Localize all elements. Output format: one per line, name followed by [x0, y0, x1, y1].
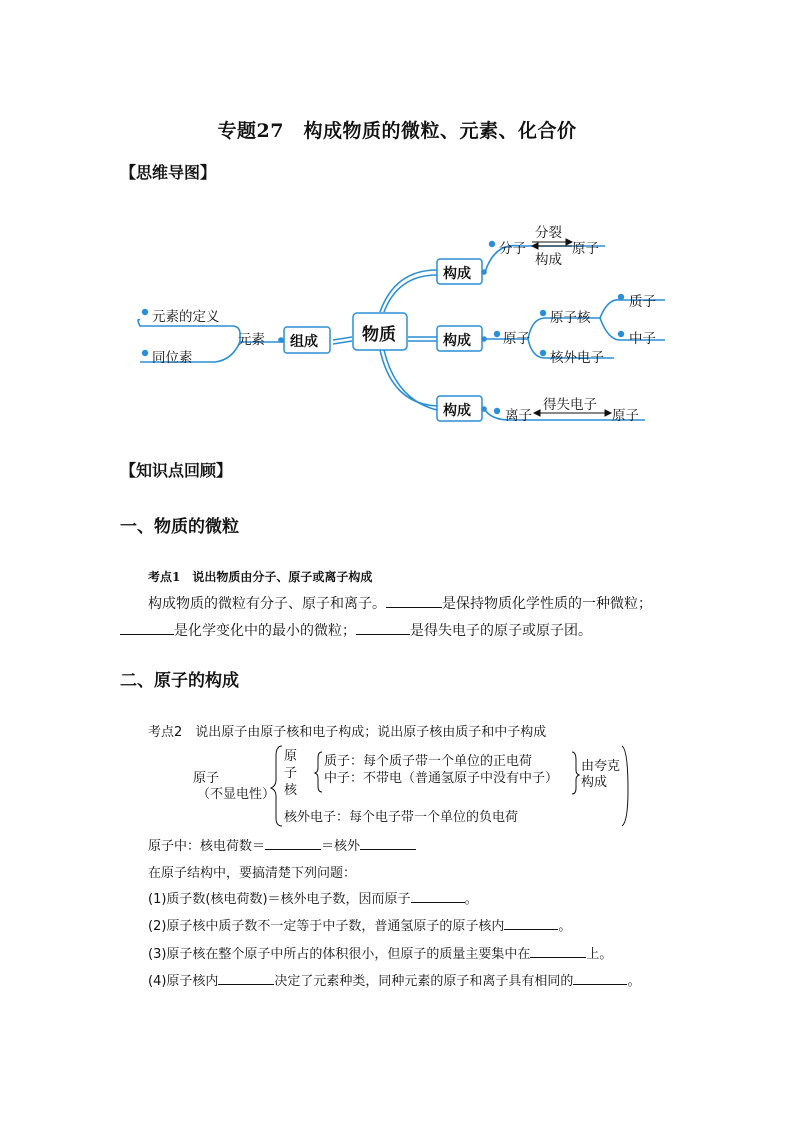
q3-line: [148, 943, 612, 962]
s1-line2-a: 是化学变化中的最小的微粒；: [174, 623, 356, 639]
electron-line: 核外电子：每个电子带一个单位的负电荷: [284, 810, 519, 825]
intro-line: 在原子结构中，要搞清楚下列问题：: [148, 866, 357, 881]
blank-q4-2[interactable]: [573, 970, 627, 985]
nucleus-char-2: 子: [284, 766, 298, 781]
section1-heading: 一、物质的微粒: [120, 517, 239, 537]
blank-dianzishu[interactable]: [360, 835, 416, 850]
blank-q1[interactable]: [411, 888, 465, 903]
mm-yuanzi-mid: 原子: [503, 331, 530, 347]
kp2-label: 考点2 说出原子由原子核和电子构成；说出原子核由质子和中子构成: [148, 725, 547, 740]
q1-line: [148, 888, 478, 907]
brace-quark: [572, 752, 579, 794]
mm-box-goucheng-1-label: 构成: [443, 266, 471, 282]
atom-label: 原子: [193, 771, 220, 786]
s1-line1-b: 是保持物质化学性质的一种微粒；: [442, 596, 652, 612]
q4-a: (4)原子核内: [148, 974, 219, 989]
mm-box-goucheng-2-label: 构成: [443, 333, 471, 349]
q2-line: [148, 915, 571, 934]
eq-line: [148, 835, 416, 854]
quark-line-2: 构成: [581, 775, 608, 790]
review-heading: 【知识点回顾】: [120, 461, 233, 480]
mm-box-zucheng-label: 组成: [290, 334, 318, 350]
brace-nucleus: [315, 752, 322, 792]
q1-b: 。: [464, 892, 478, 907]
eq-a: 原子中：核电荷数＝: [148, 839, 266, 854]
q4-b: 决定了元素种类，同种元素的原子和离子具有相同的: [274, 974, 574, 989]
s1-line1-a: 构成物质的微粒有分子、原子和离子。: [148, 596, 386, 612]
q4-c: 。: [627, 974, 641, 989]
mm-box-goucheng-3-label: 构成: [443, 403, 471, 419]
mm-deshi-dianzi: 得失电子: [543, 397, 597, 413]
mm-fenzi: 分子: [499, 241, 526, 257]
mm-lizi: 离子: [505, 408, 532, 424]
blank-zhizishu[interactable]: [265, 835, 321, 850]
mm-center-label: 物质: [362, 325, 396, 345]
mm-item-tongweisu: 同位素: [152, 350, 193, 366]
q1-a: (1)质子数(核电荷数)＝核外电子数，因而原子: [148, 892, 411, 907]
mindmap-heading: 【思维导图】: [120, 163, 217, 182]
eq-b: ＝核外: [321, 839, 361, 854]
mm-arrow-goucheng: 构成: [535, 252, 562, 268]
q2-b: 。: [558, 919, 572, 934]
nucleus-char-1: 原: [284, 749, 298, 764]
q2-a: (2)原子核中质子数不一定等于中子数，普通氢原子的原子核内: [148, 919, 505, 934]
nucleus-char-3: 核: [284, 783, 298, 798]
mm-zhongzi: 中子: [629, 331, 656, 347]
page-title: 专题27 构成物质的微粒、元素、化合价: [217, 120, 577, 142]
blank-q4-1[interactable]: [218, 970, 274, 985]
atom-note: （不显电性）: [197, 787, 276, 802]
mm-zhizi: 质子: [629, 294, 656, 310]
paren-right: [622, 746, 628, 826]
mm-hewai-dianzi: 核外电子: [550, 350, 604, 366]
q4-line: [148, 970, 640, 989]
quark-line-1: 由夸克: [581, 759, 621, 774]
proton-line: 质子：每个质子带一个单位的正电荷: [324, 754, 533, 769]
blank-q2[interactable]: [504, 915, 558, 930]
kp1-label: 考点1 说出物质由分子、原子或离子构成: [148, 570, 373, 584]
mm-yuanzi-bot: 原子: [612, 408, 639, 424]
mm-arrow-fenlie: 分裂: [535, 225, 562, 241]
mm-item-yuansu-dingyi: 元素的定义: [152, 309, 220, 325]
mm-label-yuansu: 元素: [238, 332, 265, 348]
neutron-line: 中子：不带电（普通氢原子中没有中子）: [324, 771, 559, 786]
mm-yuanzi-top: 原子: [572, 241, 599, 257]
blank-q3[interactable]: [530, 943, 586, 958]
s1-line2-b: 是得失电子的原子或原子团。: [410, 623, 592, 639]
q3-a: (3)原子核在整个原子中所占的体积很小，但原子的质量主要集中在: [148, 947, 531, 962]
q3-b: 上。: [586, 947, 613, 962]
section2-heading: 二、原子的构成: [120, 671, 239, 691]
mm-yuanzihe: 原子核: [550, 310, 591, 326]
